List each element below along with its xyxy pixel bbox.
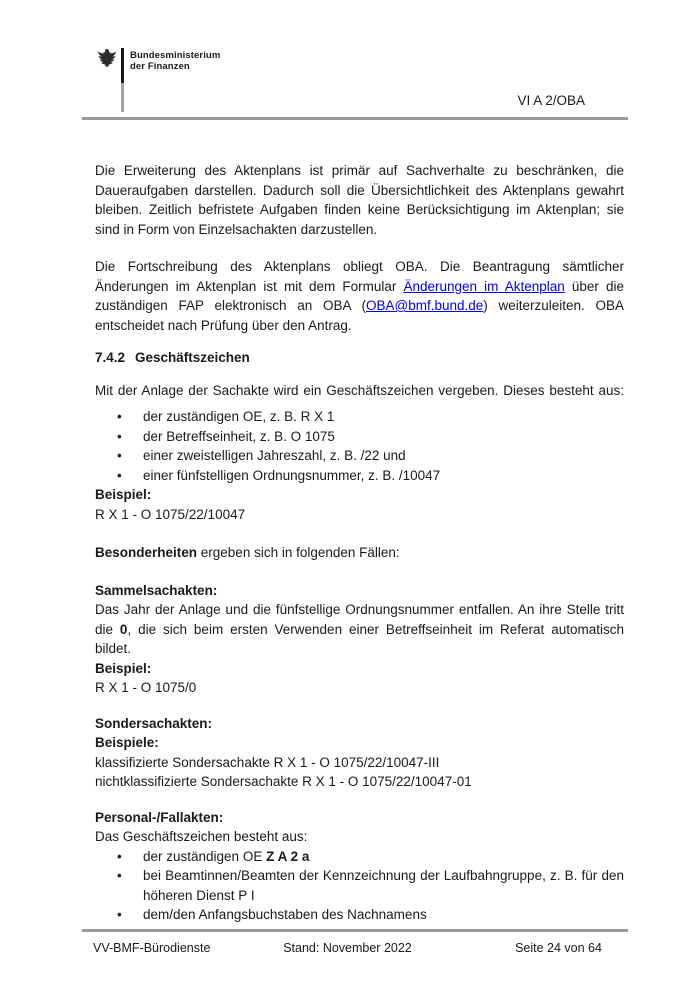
list-item-text: der Betreffseinheit, z. B. O 1075 <box>143 428 335 444</box>
footer <box>93 941 602 955</box>
section-title: Geschäftszeichen <box>135 350 250 365</box>
sammelsachakten-body <box>95 600 624 659</box>
besonderheiten-rest: ergeben sich in folgenden Fällen: <box>197 545 400 560</box>
paragraph-fortschreibung-text1: Die Fortschreibung des Aktenplans obliegt OBA. Die Beantragung sämtlicher Änderungen im Aktenplan ist mit dem Formular <box>95 259 624 294</box>
list-item-text: der zuständigen OE, z. B. R X 1 <box>143 409 335 424</box>
list-item-text: einer zweistelligen Jahreszahl, z. B. /22 und <box>143 448 406 463</box>
sammelsachakten-text2: , die sich beim ersten Verwenden einer Betreffseinheit im Referat automatisch bildet. <box>95 621 624 656</box>
paragraph-fortschreibung <box>95 257 624 335</box>
personal-fallakten-bullet-list <box>95 847 624 925</box>
list-item <box>95 847 624 867</box>
bmf-logo <box>97 48 220 112</box>
sondersachakten-example-classified: klassifizierte Sondersachakte R X 1 - O 1075/22/10047-III <box>95 754 440 770</box>
sondersachakten-example-unclassified: nichtklassifizierte Sondersachakte R X 1 - O 1075/22/10047-01 <box>95 774 472 789</box>
footer-document-title: VV-BMF-Bürodienste <box>93 941 211 955</box>
sammelsachakten-bold-zero: 0 <box>119 621 128 637</box>
logo-divider-bar <box>121 48 124 112</box>
federal-eagle-icon <box>97 48 117 76</box>
besonderheiten-bold: Besonderheiten <box>95 545 198 560</box>
sammelsachakten-heading: Sammelsachakten: <box>95 582 218 598</box>
link-aenderungen-im-aktenplan[interactable]: Änderungen im Aktenplan <box>403 278 565 294</box>
paragraph-fortschreibung-text3: ) weiterzuleiten. OBA entscheidet nach Prüfung über den Antrag. <box>95 298 624 333</box>
document-body <box>95 161 624 925</box>
footer-page-number: Seite 24 von 64 <box>515 941 602 955</box>
sondersachakten-heading: Sondersachakten: <box>95 715 213 731</box>
section-heading-742 <box>95 348 624 368</box>
ministry-name-line2: der Finanzen <box>130 61 190 72</box>
list-item <box>95 866 624 905</box>
sondersachakten-block <box>95 714 624 792</box>
list-item <box>95 446 624 466</box>
paragraph-aktenplan-erweiterung: Die Erweiterung des Aktenplans ist primär auf Sachverhalte zu beschränken, die Daueraufgaben darstellen. Dadurch soll die Übersichtlichkeit des Aktenplans gewahrt bleiben. Zeitlich befristete Aufgaben finden keine Berücksichtigung im Aktenplan; sie sind in Form von Einzelsachakten darzustellen. <box>95 163 624 237</box>
footer-version-date: Stand: November 2022 <box>283 941 412 955</box>
beispiel-label: Beispiel: <box>95 487 152 502</box>
ministry-name <box>130 48 220 72</box>
list-item-text: der zuständigen OE <box>143 848 267 864</box>
header-rule <box>82 117 628 120</box>
personal-fallakten-block <box>95 808 624 925</box>
besonderheiten-line <box>95 543 624 563</box>
sammelsachakten-beispiel-label: Beispiel: <box>95 660 152 676</box>
list-item <box>95 407 624 427</box>
paragraph-fortschreibung-text2: über die zuständigen FAP elektronisch an OBA ( <box>95 278 624 313</box>
header-org-reference: VI A 2/OBA <box>517 93 585 108</box>
list-item-text: einer fünfstelligen Ordnungsnummer, z. B. /10047 <box>143 467 441 483</box>
sondersachakten-beispiele-label: Beispiele: <box>95 735 159 750</box>
section-number: 7.4.2 <box>95 350 126 365</box>
beispiel-value: R X 1 - O 1075/22/10047 <box>95 506 246 522</box>
list-item-text: bei Beamtinnen/Beamten der Kennzeichnung der Laufbahngruppe, z. B. für den höheren Dienst P I <box>143 868 624 903</box>
personal-fallakten-intro: Das Geschäftszeichen besteht aus: <box>95 829 308 844</box>
sammelsachakten-text1: Das Jahr der Anlage und die fünfstellige Ordnungsnummer entfallen. An ihre Stelle tritt die <box>95 602 624 637</box>
list-item <box>95 427 624 447</box>
list-item <box>95 905 624 925</box>
link-oba-email[interactable]: OBA@bmf.bund.de <box>365 298 484 313</box>
footer-rule <box>82 929 628 932</box>
ministry-name-line1: Bundesministerium <box>130 50 221 61</box>
personal-fallakten-heading: Personal-/Fallakten: <box>95 809 224 825</box>
list-item-text: dem/den Anfangsbuchstaben des Nachnamens <box>143 907 427 922</box>
list-item <box>95 466 624 486</box>
list-item-bold-oe: Z A 2 a <box>266 848 310 864</box>
sammelsachakten-beispiel-value: R X 1 - O 1075/0 <box>95 680 197 695</box>
paragraph-geschaeftszeichen-intro: Mit der Anlage der Sachakte wird ein Geschäftszeichen vergeben. Dieses besteht aus: <box>95 382 624 398</box>
sammelsachakten-block <box>95 581 624 698</box>
geschaeftszeichen-bullet-list <box>95 407 624 485</box>
